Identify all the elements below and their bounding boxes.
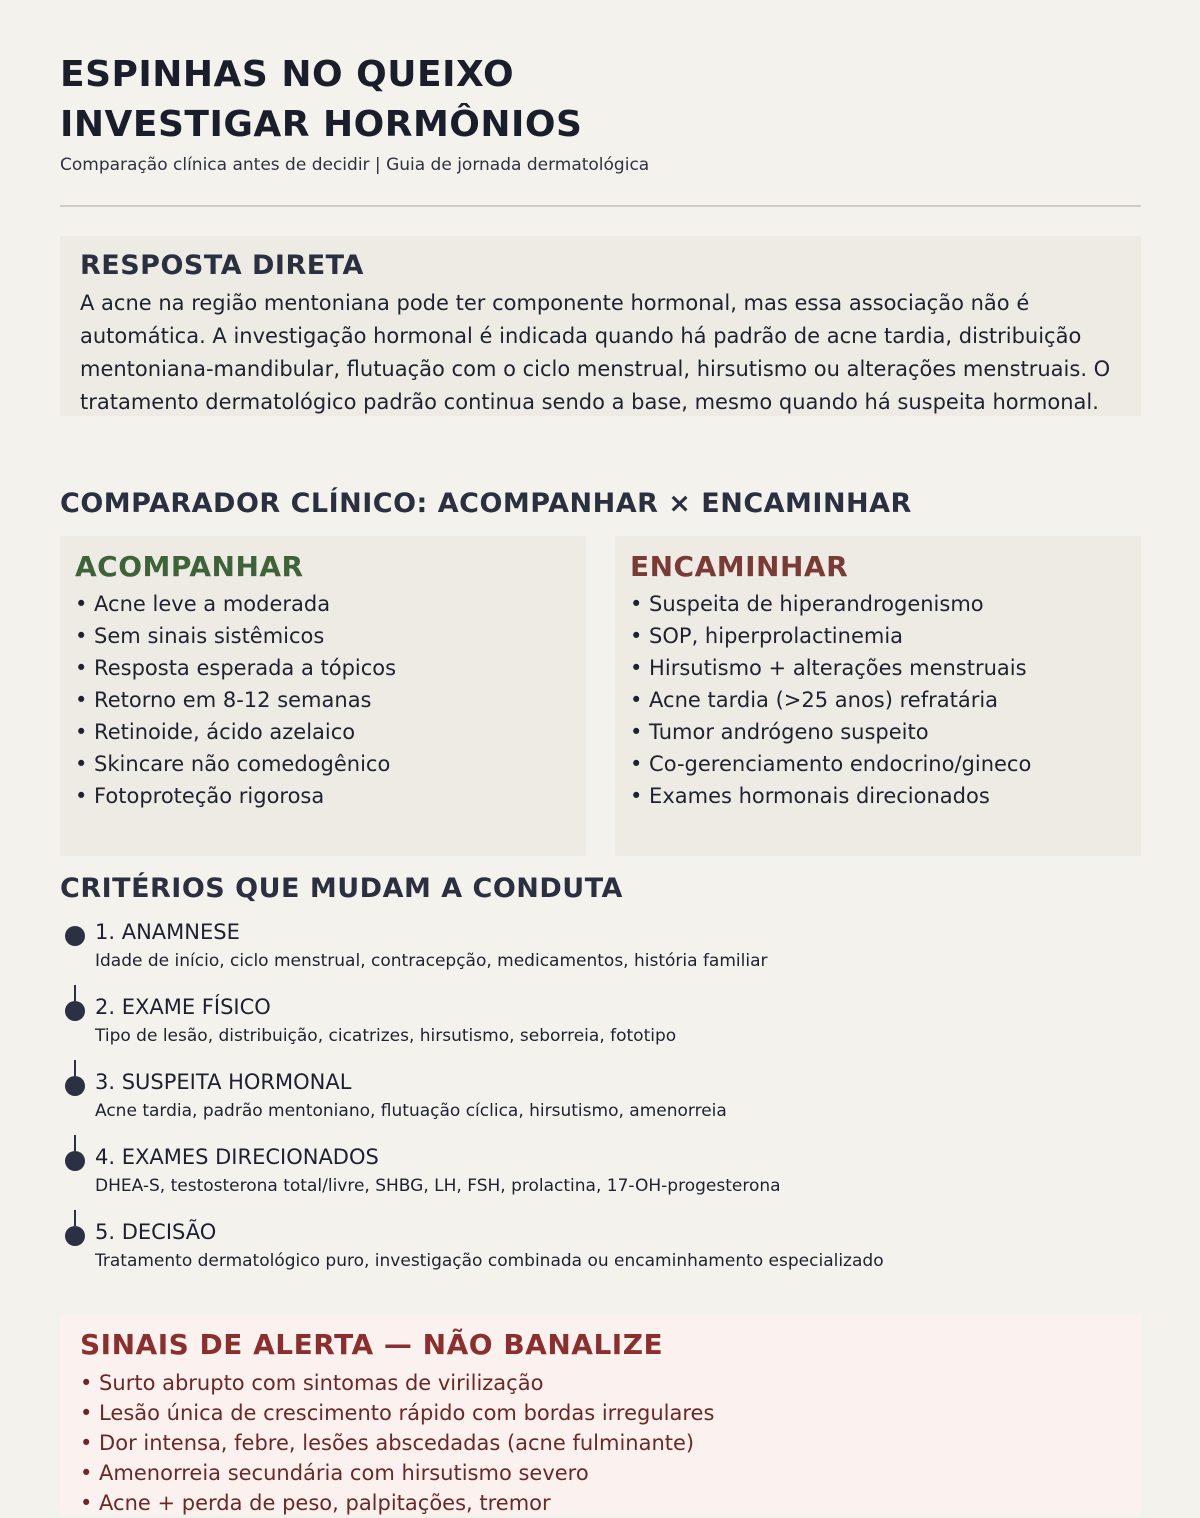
list-item: • Hirsutismo + alterações menstruais bbox=[630, 656, 1027, 680]
divider bbox=[60, 205, 1141, 207]
list-item: • Exames hormonais direcionados bbox=[630, 784, 990, 808]
page-title bbox=[60, 50, 582, 150]
timeline-step bbox=[60, 993, 1141, 1068]
step-description: DHEA-S, testosterona total/livre, SHBG, LH, FSH, prolactina, 17-OH-progesterona bbox=[95, 1176, 781, 1196]
title-line-2: INVESTIGAR HORMÔNIOS bbox=[60, 104, 583, 145]
list-item: • Dor intensa, febre, lesões abscedadas (acne fulminante) bbox=[80, 1431, 695, 1455]
timeline-dot-icon bbox=[65, 926, 85, 946]
refer-list bbox=[630, 588, 1031, 812]
step-title: 1. ANAMNESE bbox=[95, 920, 240, 944]
follow-up-list bbox=[75, 588, 396, 812]
timeline-dot-icon bbox=[65, 1076, 85, 1096]
list-item: • Amenorreia secundária com hirsutismo severo bbox=[80, 1461, 589, 1485]
page bbox=[60, 0, 1141, 1515]
title-line-1: ESPINHAS NO QUEIXO bbox=[60, 54, 515, 95]
list-item: • Retorno em 8-12 semanas bbox=[75, 688, 372, 712]
step-title: 3. SUSPEITA HORMONAL bbox=[95, 1070, 352, 1094]
list-item: • Surto abrupto com sintomas de virilização bbox=[80, 1371, 544, 1395]
step-title: 2. EXAME FÍSICO bbox=[95, 995, 271, 1019]
timeline-connector bbox=[74, 1135, 76, 1151]
refer-heading: ENCAMINHAR bbox=[630, 550, 849, 583]
list-item: • Co-gerenciamento endocrino/gineco bbox=[630, 752, 1032, 776]
criteria-title: CRITÉRIOS QUE MUDAM A CONDUTA bbox=[60, 873, 623, 904]
direct-answer-text: A acne na região mentoniana pode ter componente hormonal, mas essa associação não é automática. A investigação hormonal é indicada quando há padrão de acne tardia, distribuição mentoniana-mandibular, flutuação com o ciclo menstrual, hirsutismo ou alterações menstruais. O tratamento dermatológico padrão continua sendo a base, mesmo quando há suspeita hormonal. bbox=[80, 291, 1111, 414]
timeline-connector bbox=[74, 985, 76, 1001]
alert-list bbox=[80, 1368, 714, 1518]
list-item: • Fotoproteção rigorosa bbox=[75, 784, 325, 808]
list-item: • Acne leve a moderada bbox=[75, 592, 331, 616]
direct-answer-title: RESPOSTA DIRETA bbox=[80, 250, 364, 281]
timeline-connector bbox=[74, 1210, 76, 1226]
step-description: Tratamento dermatológico puro, investigação combinada ou encaminhamento especializado bbox=[95, 1251, 884, 1271]
page-subtitle: Comparação clínica antes de decidir | Guia de jornada dermatológica bbox=[60, 155, 650, 175]
list-item: • Acne + perda de peso, palpitações, tremor bbox=[80, 1491, 551, 1515]
list-item: • SOP, hiperprolactinemia bbox=[630, 624, 904, 648]
timeline-dot-icon bbox=[65, 1151, 85, 1171]
comparator-title: COMPARADOR CLÍNICO: ACOMPANHAR × ENCAMINHAR bbox=[60, 488, 912, 519]
list-item: • Sem sinais sistêmicos bbox=[75, 624, 325, 648]
timeline-step bbox=[60, 1068, 1141, 1143]
criteria-timeline bbox=[60, 918, 1141, 1288]
step-description: Idade de início, ciclo menstrual, contracepção, medicamentos, história familiar bbox=[95, 951, 768, 971]
list-item: • Acne tardia (>25 anos) refratária bbox=[630, 688, 999, 712]
list-item: • Resposta esperada a tópicos bbox=[75, 656, 397, 680]
list-item: • Tumor andrógeno suspeito bbox=[630, 720, 929, 744]
list-item: • Lesão única de crescimento rápido com bordas irregulares bbox=[80, 1401, 715, 1425]
step-description: Tipo de lesão, distribuição, cicatrizes, hirsutismo, seborreia, fototipo bbox=[95, 1026, 677, 1046]
alert-title: SINAIS DE ALERTA — NÃO BANALIZE bbox=[80, 1328, 664, 1361]
timeline-step bbox=[60, 1218, 1141, 1293]
timeline-dot-icon bbox=[65, 1226, 85, 1246]
timeline-dot-icon bbox=[65, 1001, 85, 1021]
timeline-connector bbox=[74, 1060, 76, 1076]
list-item: • Skincare não comedogênico bbox=[75, 752, 391, 776]
list-item: • Suspeita de hiperandrogenismo bbox=[630, 592, 984, 616]
step-description: Acne tardia, padrão mentoniano, flutuação cíclica, hirsutismo, amenorreia bbox=[95, 1101, 727, 1121]
step-title: 4. EXAMES DIRECIONADOS bbox=[95, 1145, 379, 1169]
list-item: • Retinoide, ácido azelaico bbox=[75, 720, 356, 744]
timeline-step bbox=[60, 918, 1141, 993]
refer-column bbox=[615, 536, 1141, 856]
timeline-step bbox=[60, 1143, 1141, 1218]
follow-up-column bbox=[60, 536, 586, 856]
step-title: 5. DECISÃO bbox=[95, 1220, 217, 1244]
follow-up-heading: ACOMPANHAR bbox=[75, 550, 304, 583]
